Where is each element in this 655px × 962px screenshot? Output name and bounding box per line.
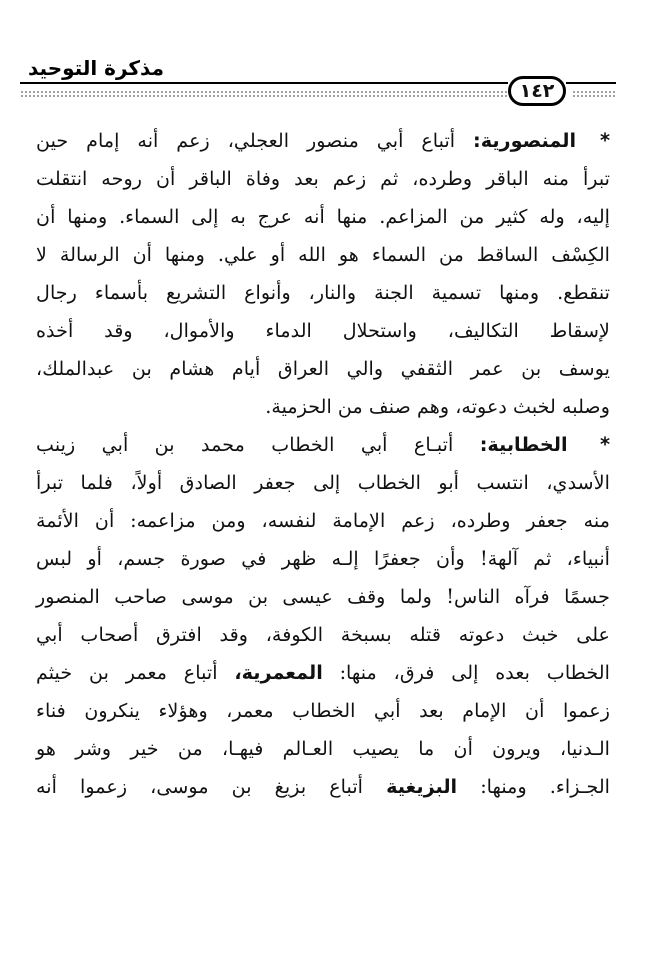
sect-term-inline: البزيغية (386, 775, 458, 798)
sect-term-inline: المعمرية، (234, 661, 323, 684)
sect-term: الخطابية: (479, 433, 568, 456)
text-line: الكِسْف الساقط من السماء هو الله أو علي. ومنها أن الرسالة لا (36, 243, 610, 266)
line-text: أتباع أبي منصور العجلي، زعم أنه إمام حين (36, 129, 456, 152)
text-line: الـدنيا، ويرون أن ما يصيب العـالم فيهـا، من خير وشر هو (36, 737, 610, 760)
text-line: يوسف بن عمر الثقفي والي العراق أيام هشام بن عبدالملك، (36, 357, 610, 380)
text-line: زعموا أن الإمام بعد أبي الخطاب معمر، وهؤلاء ينكرون فناء (36, 699, 610, 722)
line-text: أتباع معمر بن خيثم (36, 661, 218, 684)
header-dotted-band (20, 90, 508, 98)
page-header (20, 52, 616, 102)
paragraph-khattabiyya (36, 426, 610, 806)
text-line (36, 426, 610, 464)
line-text: الخطاب بعده إلى فرق، منها: (339, 661, 610, 684)
text-line: أنبياء، ثم آلهة! وأن جعفرًا إلـه ظهر في صورة جسم، أو لبس (36, 547, 610, 570)
book-title: مذكرة التوحيد (28, 56, 164, 80)
text-line: وصلبه لخبث دعوته، وهم صنف من الحزمية. (265, 395, 610, 418)
header-dotted-band-right (572, 90, 616, 98)
text-line (36, 122, 610, 160)
line-text: أتباع بزيغ بن موسى، زعموا أنه (36, 775, 363, 798)
text-line: إليه، وله كثير من المزاعم. منها أنه عرج به إلى السماء. ومنها أن (36, 205, 610, 228)
text-line: تنقطع. ومنها تسمية الجنة والنار، وأنواع التشريع بأسماء رجال (36, 281, 610, 304)
line-text: أتبـاع أبي الخطاب محمد بن أبي زينب (36, 433, 454, 456)
text-line (36, 654, 610, 692)
text-line: الأسدي، انتسب أبو الخطاب إلى جعفر الصادق أولاً، فلما تبرأ (36, 471, 610, 494)
text-line: تبرأ منه الباقر وطرده، ثم زعم بعد وفاة الباقر أن روحه انتقلت (36, 167, 610, 190)
text-line: جسمًا فرآه الناس! ولما وقف عيسى بن موسى صاحب المنصور (36, 585, 610, 608)
text-line (36, 768, 610, 806)
text-line: لإسقاط التكاليف، واستحلال الدماء والأموال، وقد أخذه (36, 319, 610, 342)
star-bullet: * (599, 129, 610, 152)
header-rule-right (566, 82, 616, 84)
star-bullet: * (599, 433, 610, 456)
line-text: الجـزاء. ومنها: (480, 775, 611, 798)
page-number: ١٤٢ (508, 76, 566, 106)
sect-term: المنصورية: (473, 129, 577, 152)
header-rule (20, 82, 508, 84)
page-body (36, 122, 610, 806)
text-line: منه جعفر وطرده، زعم الإمامة لنفسه، ومن مزاعمه: أن الأئمة (36, 509, 610, 532)
paragraph-mansuriyya (36, 122, 610, 426)
text-line: على خبث دعوته قتله بسبخة الكوفة، وقد افترق أصحاب أبي (36, 623, 610, 646)
